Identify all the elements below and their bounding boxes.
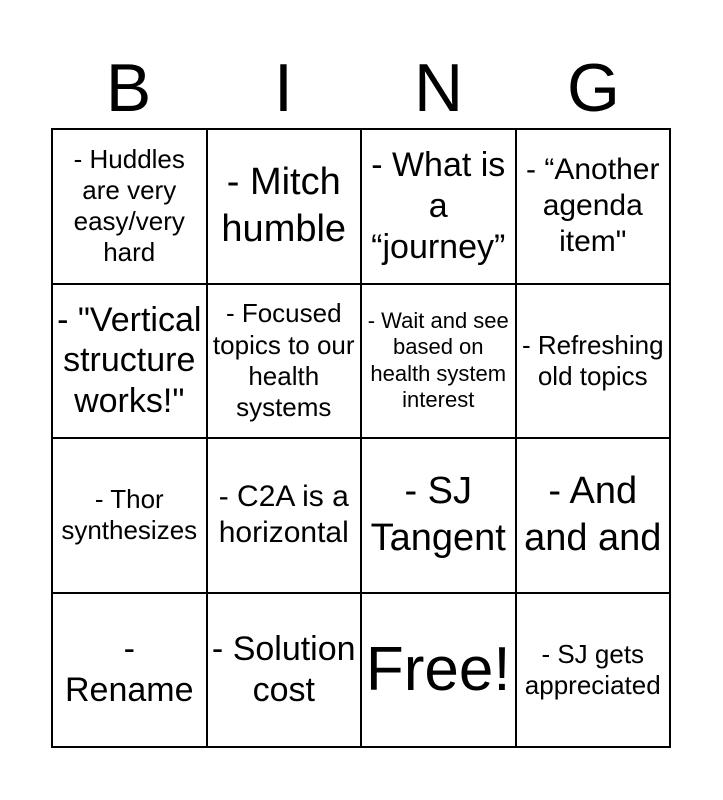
cell-text: - “Another agenda item" bbox=[526, 153, 660, 259]
cell-text: - What is a “journey” bbox=[371, 146, 506, 266]
free-text: Free! bbox=[365, 634, 511, 704]
cell-text: - Wait and see based on health system interest bbox=[367, 307, 509, 413]
bingo-cell-r2c4[interactable] bbox=[517, 285, 672, 440]
bingo-cell-r2c1[interactable] bbox=[53, 285, 208, 440]
bingo-board bbox=[51, 128, 671, 748]
bingo-header bbox=[51, 48, 671, 128]
cell-text: - SJ Tangent bbox=[370, 469, 506, 560]
cell-text: - Huddles are very easy/very hard bbox=[73, 143, 185, 268]
bingo-cell-r1c2[interactable] bbox=[208, 130, 363, 285]
header-letter-n: N bbox=[413, 50, 464, 126]
bingo-cell-r4c1[interactable] bbox=[53, 594, 208, 749]
bingo-cell-r1c4[interactable] bbox=[517, 130, 672, 285]
bingo-free-space[interactable] bbox=[362, 594, 517, 749]
cell-text: - SJ gets appreciated bbox=[524, 638, 661, 700]
bingo-cell-r3c2[interactable] bbox=[208, 439, 363, 594]
cell-text: - Mitch humble bbox=[221, 160, 347, 251]
cell-text: - Solution cost bbox=[211, 629, 356, 709]
cell-text: - Rename bbox=[64, 629, 194, 709]
bingo-cell-r4c4[interactable] bbox=[517, 594, 672, 749]
cell-text: - And and and bbox=[524, 469, 662, 560]
header-letter-b: B bbox=[105, 50, 152, 126]
header-letter-g: G bbox=[567, 50, 620, 126]
bingo-cell-r3c3[interactable] bbox=[362, 439, 517, 594]
bingo-cell-r1c3[interactable] bbox=[362, 130, 517, 285]
cell-text: - C2A is a horizontal bbox=[218, 480, 349, 550]
bingo-cell-r4c2[interactable] bbox=[208, 594, 363, 749]
bingo-cell-r3c1[interactable] bbox=[53, 439, 208, 594]
bingo-cell-r3c4[interactable] bbox=[517, 439, 672, 594]
cell-text: - Thor synthesizes bbox=[61, 484, 198, 546]
bingo-cell-r2c3[interactable] bbox=[362, 285, 517, 440]
cell-text: - Refreshing old topics bbox=[521, 329, 664, 391]
header-letter-i: I bbox=[274, 50, 293, 126]
bingo-cell-r2c2[interactable] bbox=[208, 285, 363, 440]
cell-text: - Focused topics to our health systems bbox=[212, 298, 355, 422]
cell-text: - "Vertical structure works!" bbox=[57, 300, 202, 421]
bingo-cell-r1c1[interactable] bbox=[53, 130, 208, 285]
